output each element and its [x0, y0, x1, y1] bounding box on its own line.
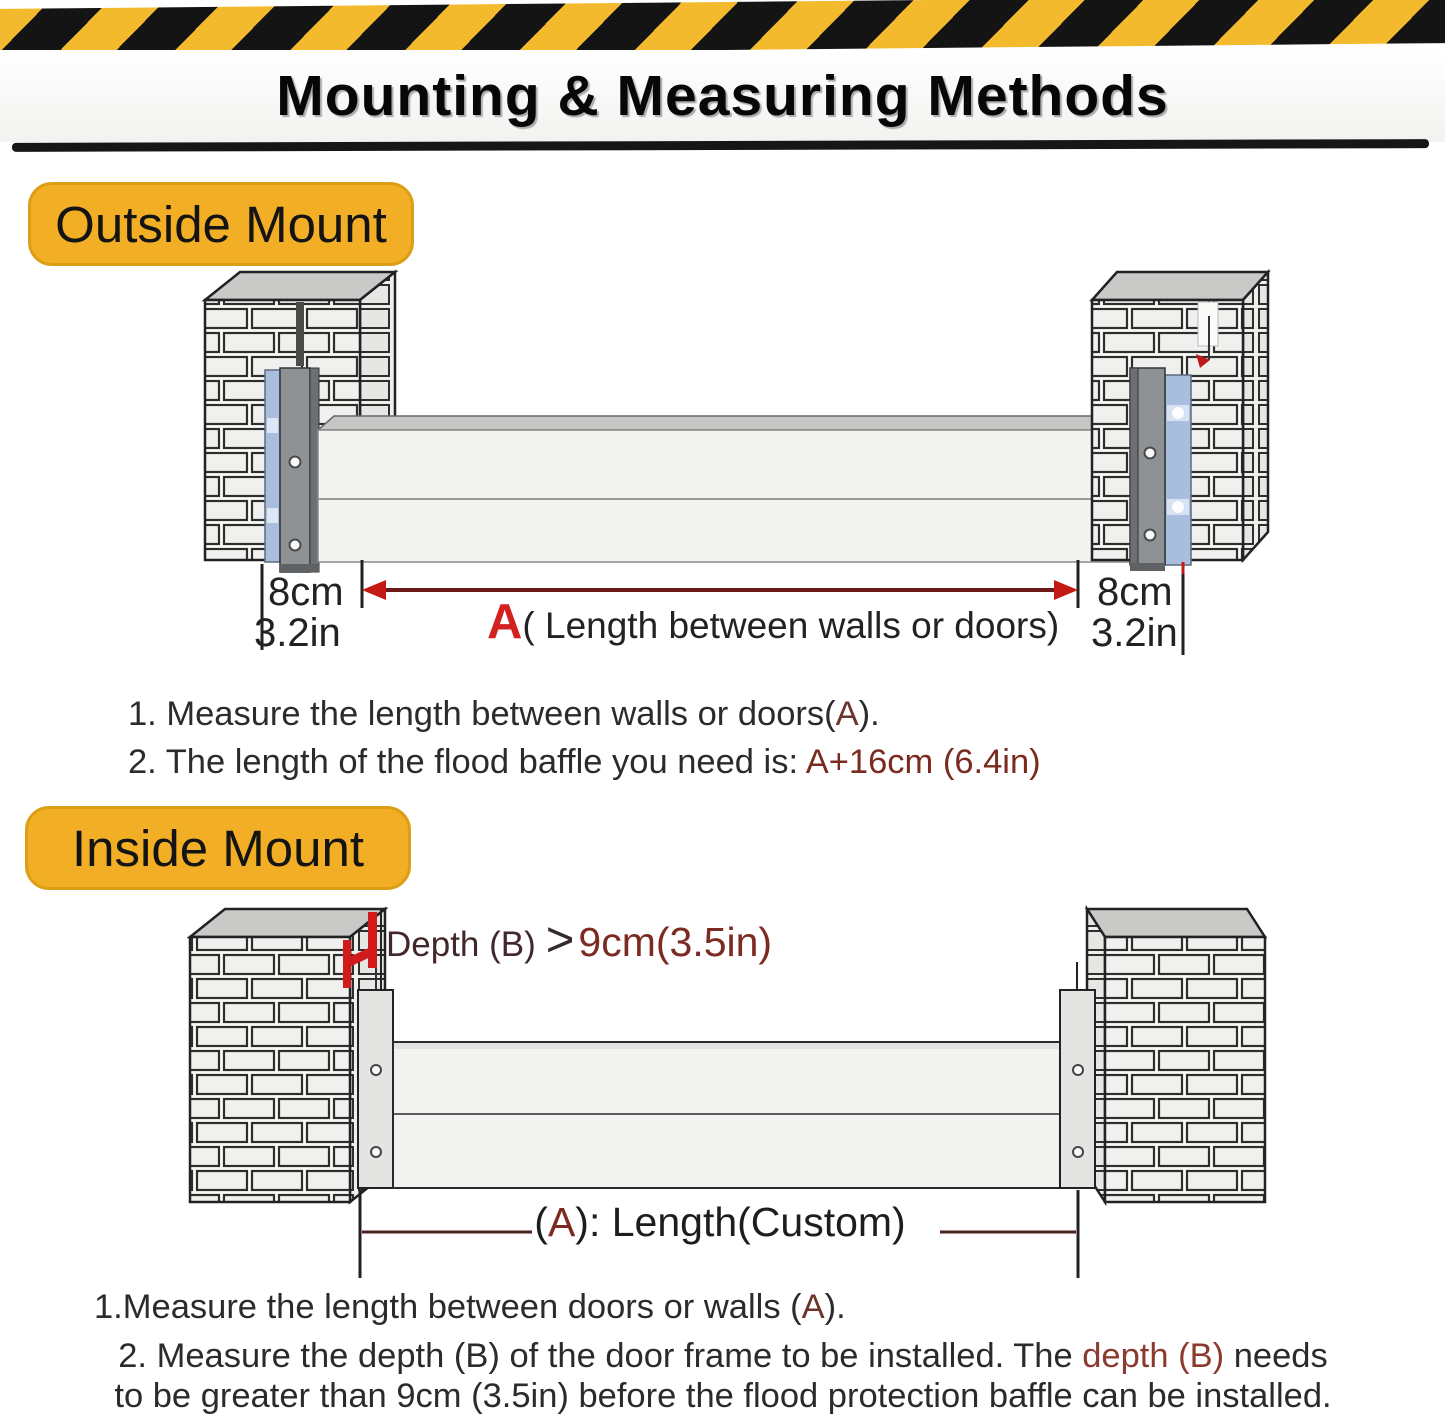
outside-instruction-1: 1. Measure the length between walls or doors(A). — [128, 695, 880, 733]
screw-hole — [1073, 1147, 1083, 1157]
right-sealing-strip — [1165, 375, 1191, 565]
screw-hole — [1172, 407, 1184, 419]
screw-hole — [1145, 530, 1156, 541]
inside-mount-badge-label: Inside Mount — [71, 819, 364, 877]
right-mounting-channel — [1060, 962, 1095, 1188]
title-banner — [0, 50, 1445, 142]
left-seal-tab — [267, 508, 278, 523]
screw-hole — [290, 540, 301, 551]
screw-hole — [1172, 501, 1184, 513]
length-a-label: A ( Length between walls or doors) — [487, 595, 1060, 649]
outside-mount-badge-label: Outside Mount — [55, 195, 387, 253]
dimension-arrow — [362, 580, 1078, 600]
outside-instruction-2: 2. The length of the flood baffle you need is: A+16cm (6.4in) — [128, 743, 1041, 781]
left-sealing-strip — [265, 370, 280, 562]
anchor-slot — [296, 302, 304, 366]
inside-instruction-2-line1: 2. Measure the depth (B) of the door frame to be installed. The depth (B) needs — [118, 1337, 1328, 1375]
screw-hole — [1145, 448, 1156, 459]
length-a-letter: A — [487, 595, 523, 649]
outside-mount-instructions — [128, 690, 1041, 786]
inside-mount-badge — [25, 806, 411, 890]
hazard-stripe-band — [0, 0, 1445, 57]
left-mounting-channel — [358, 990, 393, 1188]
inside-instruction-2-line2: to be greater than 9cm (3.5in) before the flood protection baffle can be installed. — [114, 1377, 1332, 1415]
screw-hole — [1073, 1065, 1083, 1075]
inside-instruction-1: 1.Measure the length between doors or walls (A). — [94, 1288, 846, 1326]
left-offset-inch: 3.2in — [254, 611, 341, 655]
left-offset-cm: 8cm — [268, 570, 344, 614]
flood-barrier-panels — [318, 416, 1156, 562]
screw-hole — [290, 457, 301, 468]
depth-b-label: Depth (B) > 9cm(3.5in) — [386, 913, 773, 967]
inside-instruction-2 — [58, 1336, 1388, 1416]
flood-barrier-panels — [393, 1042, 1060, 1188]
left-mounting-channel — [280, 368, 319, 572]
page-title: Mounting & Measuring Methods — [276, 64, 1169, 128]
right-offset-inch: 3.2in — [1091, 611, 1178, 655]
left-seal-tab — [267, 418, 278, 433]
left-brick-pillar — [190, 909, 385, 1202]
greater-than-sign: > — [545, 913, 575, 967]
right-brick-pillar — [1087, 909, 1265, 1202]
screw-hole — [371, 1065, 381, 1075]
screw-hole — [371, 1147, 381, 1157]
right-offset-cm: 8cm — [1097, 570, 1173, 614]
length-custom-label: (A): Length(Custom) — [534, 1199, 906, 1245]
right-mounting-channel — [1130, 368, 1165, 571]
outside-mount-badge — [28, 182, 414, 266]
